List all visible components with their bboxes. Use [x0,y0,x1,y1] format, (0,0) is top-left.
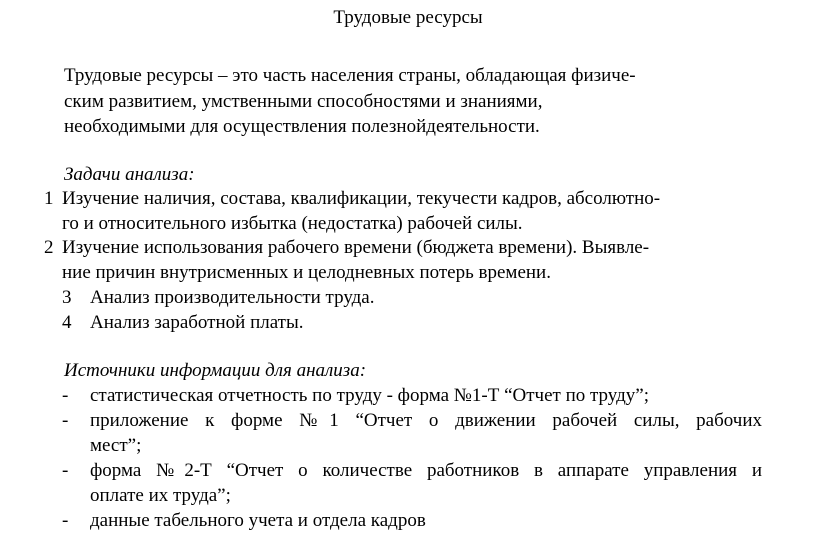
definition-line: ским развитием, умственными способностями и знаниями, [64,91,543,112]
item-text: Изучение наличия, состава, квалификации, текучести кадров, абсолютно- [62,188,661,209]
item-number: 1 [44,188,54,209]
item-text: го и относительного избытка (недостатка) рабочей силы. [62,213,523,234]
item-text: оплате их труда”; [90,485,231,506]
item-text: приложение к форме №1 “Отчет о движении рабочей силы, рабочих [90,410,762,431]
item-text: мест”; [90,435,142,456]
list-marker: - [62,410,69,431]
definition-line: необходимыми для осуществления полезнойдеятельности. [64,116,540,137]
definition-line: Трудовые ресурсы – это часть населения страны, обладающая физиче- [64,65,636,86]
item-text: форма №2-Т “Отчет о количестве работников в аппарате управления и [90,460,762,481]
item-text: статистическая отчетность по труду - форма №1-Т “Отчет по труду”; [90,385,649,406]
item-number: 4 [62,312,72,333]
item-number: 3 [62,287,72,308]
tasks-heading: Задачи анализа: [64,164,195,185]
page-title: Трудовые ресурсы [333,7,483,28]
item-text: Анализ заработной платы. [90,312,304,333]
list-marker: - [62,385,69,406]
item-text: ние причин внутрисменных и целодневных потерь времени. [62,262,551,283]
sources-heading: Источники информации для анализа: [64,360,367,381]
item-text: Анализ производительности труда. [90,287,375,308]
item-text: Изучение использования рабочего времени (бюджета времени). Выявле- [62,237,650,258]
list-marker: - [62,510,69,531]
item-number: 2 [44,237,54,258]
list-marker: - [62,460,69,481]
item-text: данные табельного учета и отдела кадров [90,510,426,531]
